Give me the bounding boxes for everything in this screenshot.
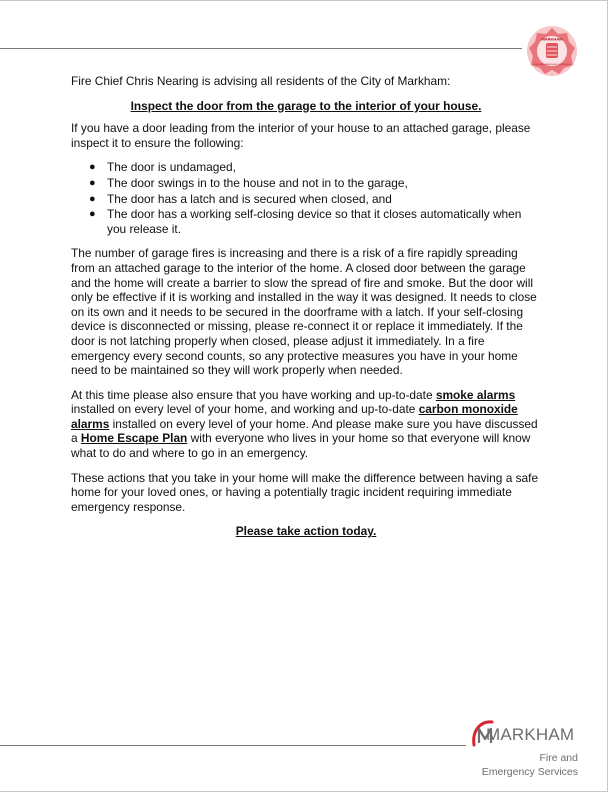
logo-tagline-line-2: Emergency Services [481, 766, 578, 778]
markham-wordmark: MARKHAM [486, 725, 575, 744]
list-item [89, 191, 541, 207]
bullet-icon: ● [89, 208, 96, 221]
bullet-icon: ● [89, 176, 96, 189]
checklist-text: The door swings in to the house and not in to the garage, [107, 175, 408, 190]
list-item [89, 207, 541, 236]
alarms-text-4: with everyone who lives in your home so that everyone will know what to do and where to go in an emergency. [71, 431, 531, 461]
closing-call-to-action: Please take action today. [235, 524, 377, 539]
alarms-text-3: installed on every level of your home. And please make sure you have discussed a [71, 416, 538, 446]
crest-top-text: MARKHAM [541, 36, 563, 42]
risk-paragraph: The number of garage fires is increasing and there is a risk of a fire rapidly spreading from an attached garage to the interior of the home. A closed door between the garage and the home will create a barrier to slow the spread of fire and smoke. But the door will only be effective if it is working and installed in the way it was designed. It needs to close on its own and it needs to be secured in the doorframe with a latch. If your self-closing device is disconnected or missing, please re-connect it or replace it immediately. If the door is not latching properly when closed, please adjust it immediately. In a fire emergency every second counts, so any protective measures you have in your home need to be maintained so they will work properly when needed. [71, 246, 537, 378]
home-escape-plan-emphasis: Home Escape Plan [80, 431, 188, 446]
alarms-text-1: At this time please also ensure that you have working and up-to-date [71, 387, 436, 402]
inspection-checklist [71, 160, 541, 236]
bullet-icon: ● [89, 192, 96, 205]
lead-paragraph: If you have a door leading from the interior of your house to an attached garage, please inspect it to ensure the following: [71, 121, 531, 150]
checklist-text: The door has a latch and is secured when closed, and [107, 191, 392, 206]
checklist-text: The door is undamaged, [107, 160, 236, 175]
smoke-alarms-emphasis: smoke alarms [435, 387, 516, 402]
checklist-text: The door has a working self-closing device so that it closes automatically when you release it. [107, 207, 522, 236]
logo-tagline-line-1: Fire and [539, 752, 578, 764]
markham-footer-logo [470, 717, 582, 781]
crest-bottom-text: FIRE AND EMERGENCY SERVICES [533, 64, 571, 66]
footer-rule [0, 745, 466, 746]
actions-paragraph: These actions that you take in your home will make the difference between having a safe home for your loved ones, or having a potentially tragic incident requiring immediate emergency response. [71, 470, 539, 514]
header-rule [0, 48, 522, 49]
bullet-icon: ● [89, 161, 96, 174]
list-item [89, 175, 541, 191]
intro-line: Fire Chief Chris Nearing is advising all residents of the City of Markham: [71, 74, 451, 88]
letter-body [71, 74, 541, 549]
headline: Inspect the door from the garage to the interior of your house. [130, 98, 482, 113]
alarms-text-2: installed on every level of your home, and working and up-to-date [71, 402, 419, 417]
carbon-monoxide-alarms-emphasis: carbon monoxide alarms [71, 402, 518, 431]
alarms-paragraph [71, 388, 541, 461]
fire-department-crest [526, 25, 578, 77]
list-item [89, 160, 541, 175]
